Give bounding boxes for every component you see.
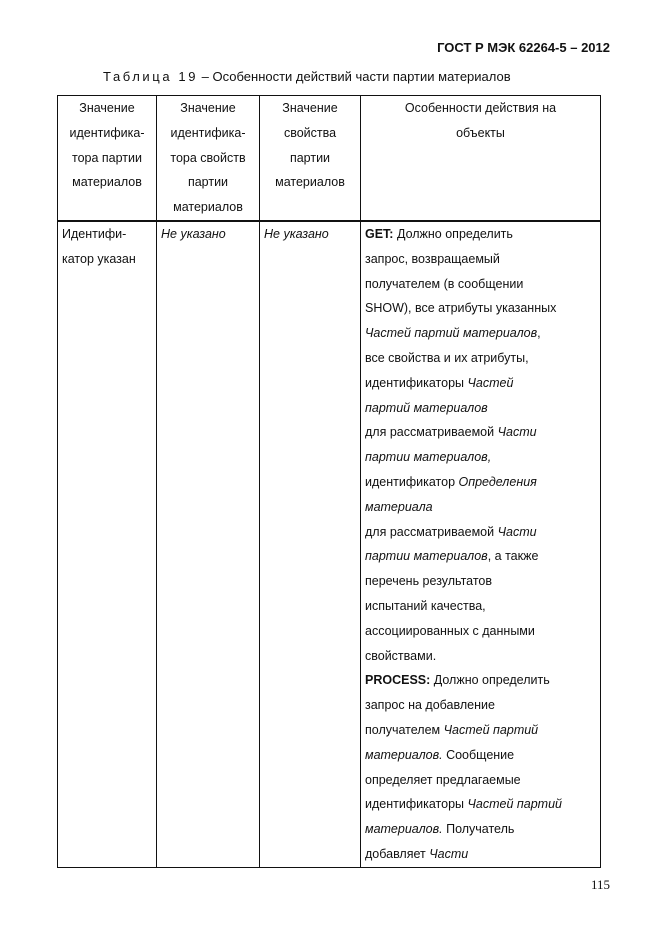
description-segment: партии материалов	[365, 549, 488, 564]
cell-line: Особенности действия на	[404, 101, 557, 115]
header-cell-action-features	[361, 96, 601, 222]
description-line	[365, 495, 596, 520]
header-cell-batch-id	[58, 96, 157, 222]
description-segment: получателем (в сообщении	[365, 276, 524, 291]
cell-line: Идентифи-	[62, 227, 127, 241]
description-segment: все свойства и их атрибуты,	[365, 350, 529, 365]
standard-header: ГОСТ Р МЭК 62264-5 – 2012	[437, 40, 610, 55]
description-segment: Частей партий	[443, 722, 539, 737]
description-segment: запрос на добавление	[365, 698, 495, 713]
description-line	[365, 743, 596, 768]
description-segment: идентификаторы	[365, 375, 468, 390]
cell-line: материалов	[275, 175, 345, 190]
description-line	[365, 544, 596, 569]
description-line	[365, 396, 596, 421]
description-line	[365, 644, 596, 669]
cell-line: Значение	[180, 101, 236, 115]
description-line	[365, 420, 596, 445]
description-segment: Частей	[467, 375, 514, 390]
description-segment: материалов.	[365, 747, 443, 762]
header-cell-property-id	[157, 96, 260, 222]
header-cell-property-value	[260, 96, 361, 222]
description-line	[365, 520, 596, 545]
description-segment: Сообщение	[442, 747, 515, 762]
cell-line: Значение	[79, 101, 135, 115]
cell-line: партии	[289, 150, 331, 165]
description-line	[365, 817, 596, 842]
description-segment: ассоциированных с данными	[365, 623, 535, 638]
description-line	[365, 569, 596, 594]
cell-batch-id	[58, 221, 157, 867]
description-segment: для рассматриваемой	[365, 425, 498, 440]
description-segment: Частей партий	[467, 797, 562, 812]
description-line	[365, 222, 596, 247]
description-segment: партий материалов	[365, 400, 488, 415]
description-line	[365, 346, 596, 371]
description-segment: ,	[537, 326, 541, 341]
description-line	[365, 668, 596, 693]
description-line	[365, 693, 596, 718]
cell-property-id-text: Не указано	[161, 227, 226, 241]
description-segment: получателем	[365, 722, 444, 737]
description-segment: определяет предлагаемые	[365, 772, 521, 787]
cell-line: идентифика-	[170, 125, 246, 140]
description-segment: GET:	[365, 227, 394, 241]
description-segment: перечень результатов	[365, 574, 493, 589]
cell-line: тора свойств	[170, 150, 246, 165]
cell-property-id	[157, 221, 260, 867]
description-segment: добавляет	[365, 846, 430, 861]
table-header-row	[58, 96, 601, 222]
description-line	[365, 247, 596, 272]
cell-line: тора партии	[71, 150, 142, 165]
description-segment: Части	[429, 846, 469, 861]
description-segment: , а также	[487, 549, 539, 564]
description-line	[365, 321, 596, 346]
description-segment: партии материалов,	[365, 450, 492, 465]
actions-table	[57, 95, 601, 868]
description-segment: Частей партий материалов	[365, 326, 538, 341]
description-segment: испытаний качества,	[365, 598, 486, 613]
description-segment: Должно определить	[430, 673, 550, 688]
cell-line: катор указан	[62, 251, 136, 266]
description-line	[365, 718, 596, 743]
cell-line: материалов	[173, 200, 243, 215]
description-line	[365, 272, 596, 297]
table-row	[58, 221, 601, 867]
cell-line: партии	[187, 175, 229, 190]
description-line	[365, 792, 596, 817]
description-segment: Получатель	[442, 822, 515, 837]
cell-line: свойства	[283, 125, 337, 140]
description-segment: Части	[497, 425, 537, 440]
description-line	[365, 445, 596, 470]
description-segment: PROCESS:	[365, 673, 431, 688]
page-number: 115	[590, 877, 610, 892]
description-line	[365, 470, 596, 495]
description-segment: запрос, возвращаемый	[365, 251, 500, 266]
description-line	[365, 768, 596, 793]
cell-action-description	[361, 221, 601, 867]
description-segment: материала	[365, 499, 433, 514]
description-segment: Части	[497, 524, 537, 539]
description-line	[365, 594, 596, 619]
description-segment: SHOW), все атрибуты указанных	[365, 301, 557, 316]
description-segment: Определения	[458, 474, 537, 489]
description-segment: идентификатор	[365, 474, 459, 489]
description-line	[365, 842, 596, 867]
cell-line: идентифика-	[69, 125, 145, 140]
cell-line: Значение	[282, 101, 338, 115]
cell-property-value-text: Не указано	[264, 227, 329, 241]
table-caption-text: – Особенности действий части партии материалов	[198, 69, 511, 84]
description-segment: Должно определить	[393, 227, 513, 241]
cell-line: объекты	[456, 125, 505, 140]
description-line	[365, 296, 596, 321]
description-segment: идентификаторы	[365, 797, 468, 812]
cell-property-value	[260, 221, 361, 867]
description-segment: материалов.	[365, 822, 443, 837]
cell-line: материалов	[72, 175, 142, 190]
description-segment: для рассматриваемой	[365, 524, 498, 539]
table-caption-label: Таблица 19	[103, 69, 199, 84]
description-segment: свойствами.	[365, 648, 437, 663]
table-caption	[103, 69, 511, 84]
description-line	[365, 371, 596, 396]
description-line	[365, 619, 596, 644]
